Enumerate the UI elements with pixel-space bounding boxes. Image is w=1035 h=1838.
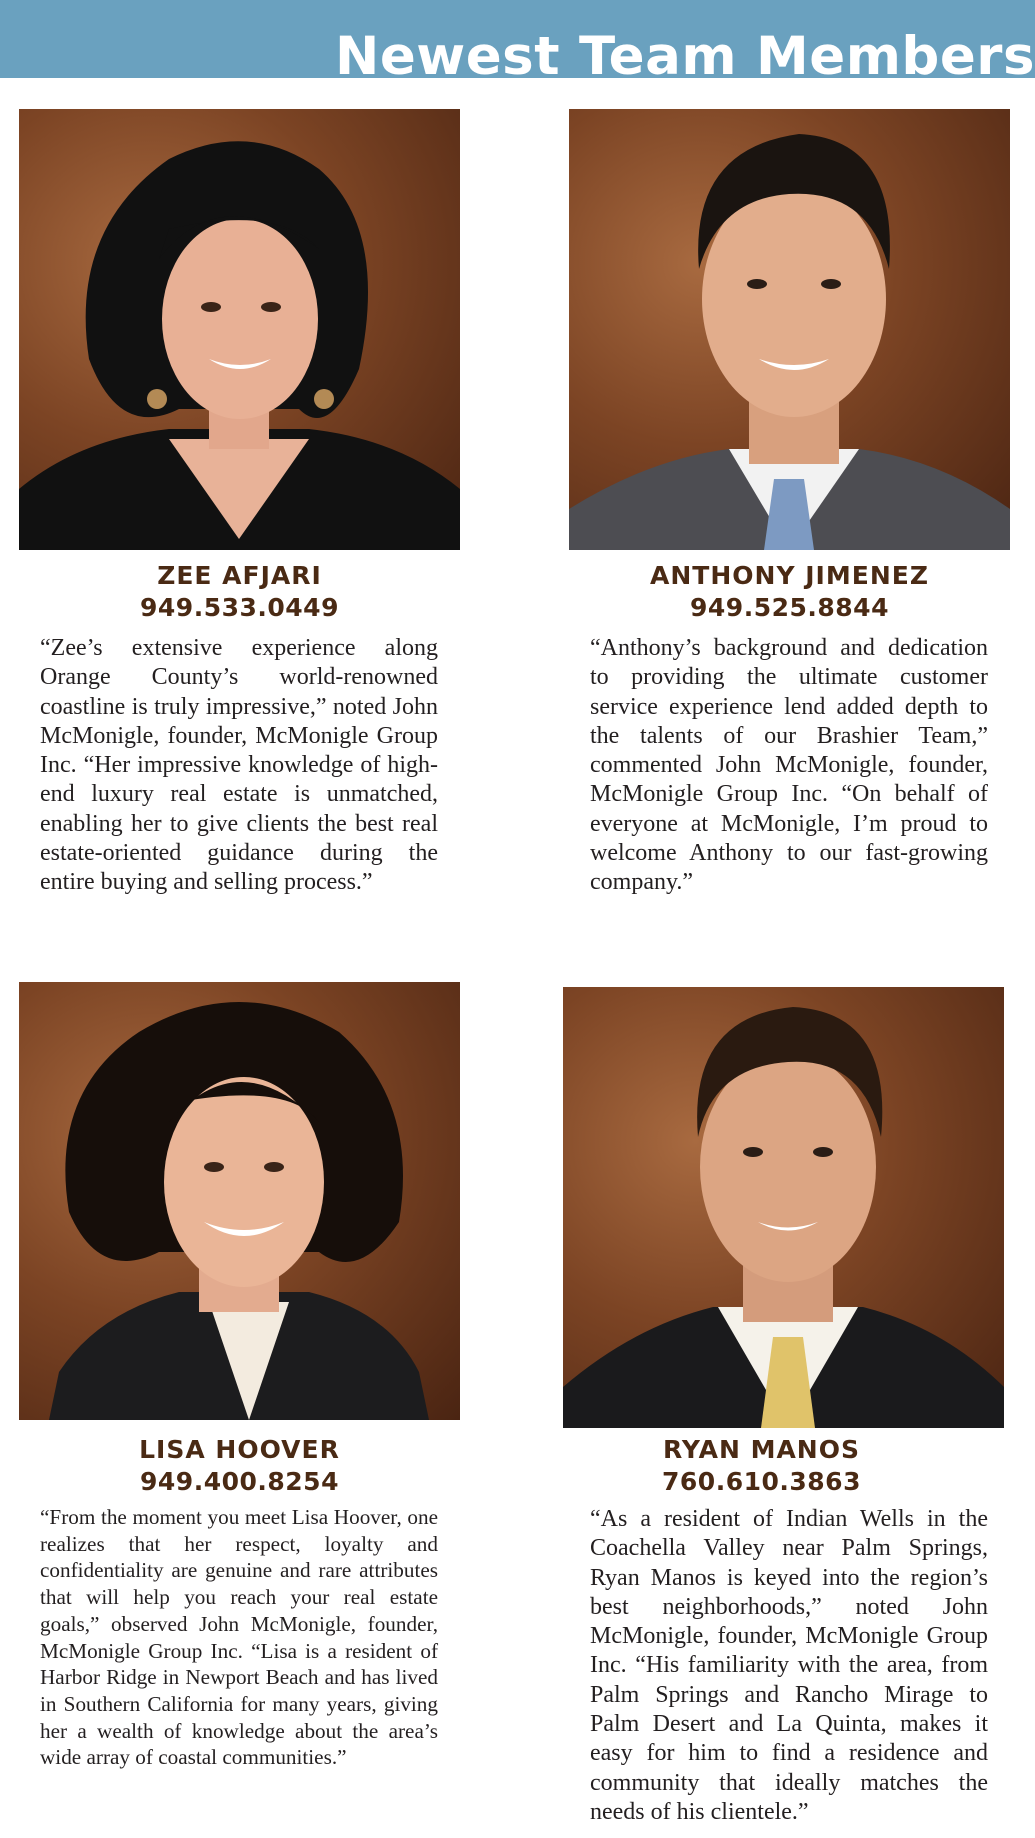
portrait-man-gray-suit-image [569,109,1010,550]
portrait-woman-curly-hair-image [19,982,460,1420]
member-name: LISA HOOVER [139,1435,340,1464]
member-name: ANTHONY JIMENEZ [650,561,929,590]
member-photo-zee-afjari [19,109,460,550]
member-phone: 949.533.0449 [140,593,339,622]
member-bio: “Zee’s extensive experience along Orange County’s world-renowned coastline is truly impressive,” noted John McMonigle, founder, McMonigle Group Inc. “Her impressive knowledge of high-end luxury real estate is unmatched, enabling her to give clients the best real estate-oriented guidance during the entire buying and selling process.” [40,635,438,896]
member-photo-lisa-hoover [19,982,460,1420]
member-bio: “From the moment you meet Lisa Hoover, one realizes that her respect, loyalty and confidentiality are genuine and rare attributes that will help you reach your real estate goals,” observed John McMonigle, founder, McMonigle Group Inc. “Lisa is a resident of Harbor Ridge in Newport Beach and has lived in Southern California for many years, giving her a wealth of knowledge about the area’s wide array of coastal communities.” [40,1505,438,1770]
member-bio: “Anthony’s background and dedication to providing the ultimate customer service experience lend added depth to the talents of our Brashier Team,” commented John McMonigle, founder, McMonigle Group Inc. “On behalf of everyone at McMonigle, I’m proud to welcome Anthony to our fast-growing company.” [590,635,988,896]
member-name: ZEE AFJARI [157,561,322,590]
portrait-woman-dark-hair-image [19,109,460,550]
portrait-man-dark-suit-yellow-tie-image [563,987,1004,1428]
member-bio: “As a resident of Indian Wells in the Coachella Valley near Palm Springs, Ryan Manos is keyed into the region’s best neighborhoods,” noted John McMonigle, founder, McMonigle Group Inc. “His familiarity with the area, from Palm Springs and Rancho Mirage to Palm Desert and La Quinta, makes it easy for him to find a residence and community that ideally matches the needs of his clientele.” [590,1506,988,1825]
member-photo-ryan-manos [563,987,1004,1428]
member-phone: 949.400.8254 [140,1467,339,1496]
member-phone: 760.610.3863 [662,1467,861,1496]
member-name: RYAN MANOS [663,1435,860,1464]
member-photo-anthony-jimenez [569,109,1010,550]
member-phone: 949.525.8844 [690,593,889,622]
page-title: Newest Team Members [334,26,1035,87]
